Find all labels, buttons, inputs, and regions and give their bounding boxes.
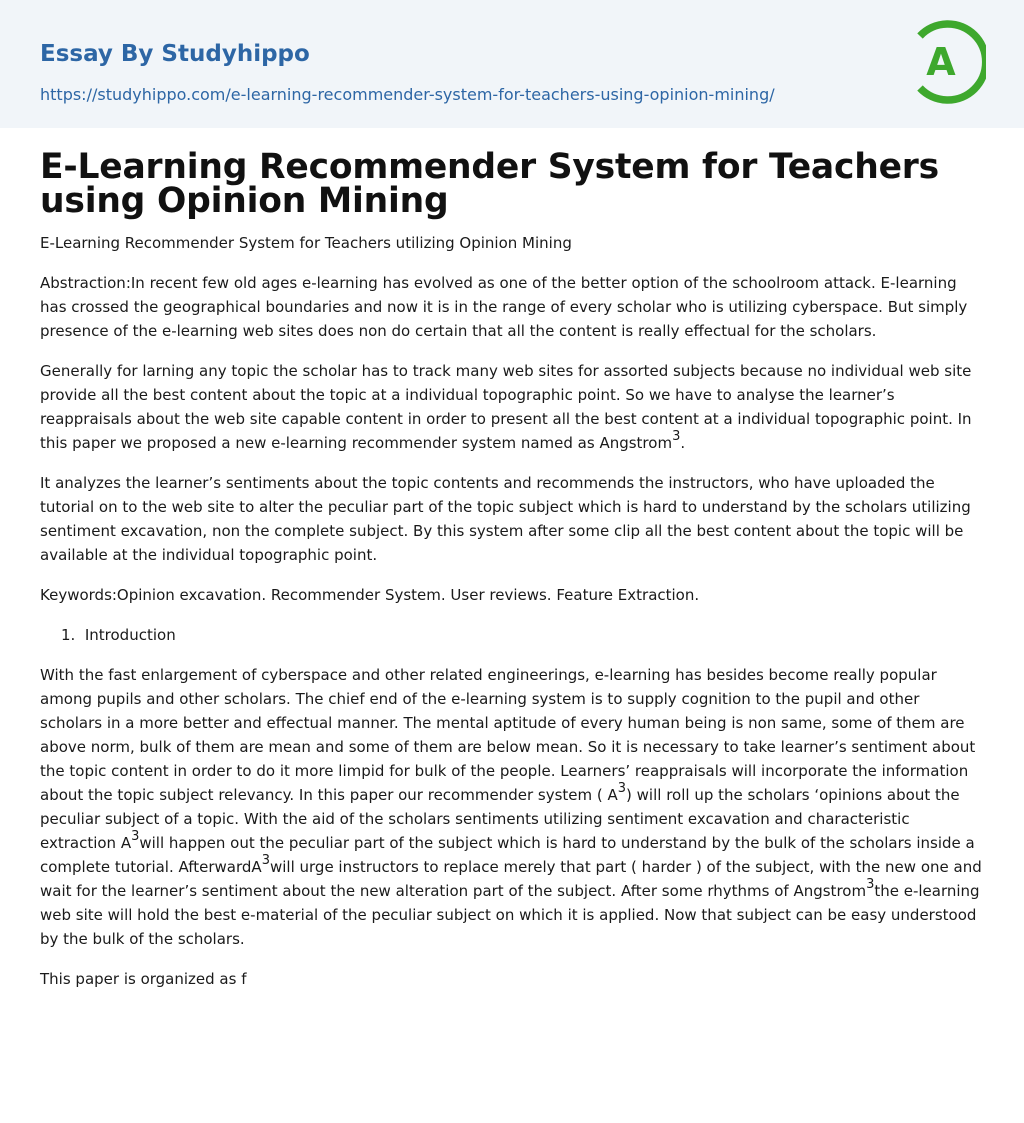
essay-content: [40, 147, 984, 991]
paragraph-text: will urge instructors to replace merely that part ( harder ) of the subject, with the new one and wait for the learner’s sentiment about the new alteration part of the subject. After some rhythms of Angstrom: [40, 858, 982, 900]
superscript: 3: [672, 429, 681, 444]
brand-title[interactable]: Essay By Studyhippo: [40, 41, 310, 67]
paragraph-text: will happen out the peculiar part of the subject which is hard to understand by the bulk of the scholars inside a complete tutorial. AfterwardA: [40, 834, 975, 876]
body-paragraph-3: It analyzes the learner’s sentiments about the topic contents and recommends the instructors, who have uploaded the tutorial on to the web site to alter the peculiar part of the topic subject which is hard to understand by the scholars utilizing sentiment excavation, non the complete subject. By this system after some clip all the best content about the topic will be available at the individual topographic point.: [40, 474, 971, 564]
paragraph-text: ) will roll up the scholars ‘opinions about the peculiar subject of a topic. With the aid of the scholars sentiments utilizing sentiment excavation and characteristic extraction A: [40, 786, 960, 852]
superscript: 3: [866, 877, 875, 892]
paragraph-text: With the fast enlargement of cyberspace and other related engineerings, e-learning has besides become really popular among pupils and other scholars. The chief end of the e-learning system is to supply cognition to the pupil and other scholars in a more better and effectual manner. The mental aptitude of every human being is non same, some of them are above norm, bulk of them are mean and some of them are below mean. So it is necessary to take learner’s sentiment about the topic content in order to do it more limpid for bulk of the people. Learners’ reappraisals will incorporate the information about the topic subject relevancy. In this paper our recommender system ( A: [40, 666, 976, 804]
introduction-list-item: [61, 623, 984, 647]
page-subtitle: E-Learning Recommender System for Teachers utilizing Opinion Mining: [40, 234, 572, 252]
body-paragraph-2: [40, 359, 984, 455]
introduction-paragraph: [40, 663, 984, 951]
paragraph-text: Generally for larning any topic the scholar has to track many web sites for assorted subjects because no individual web site provide all the best content about the topic at a individual topographic point. So we have to analyse the learner’s reappraisals about the web site capable content in order to present all the best content at a individual topographic point. In this paper we proposed a new e-learning recommender system named as Angstrom: [40, 362, 972, 452]
list-label: Introduction: [84, 626, 176, 644]
page-title: E-Learning Recommender System for Teachers using Opinion Mining: [40, 147, 939, 221]
list-number: 1.: [61, 626, 76, 644]
superscript: 3: [261, 853, 270, 868]
essay-url-link[interactable]: https://studyhippo.com/e-learning-recommender-system-for-teachers-using-opinion-mining/: [40, 85, 775, 104]
superscript: 3: [131, 829, 140, 844]
site-header: [0, 0, 1024, 128]
studyhippo-logo-icon[interactable]: [912, 19, 986, 105]
superscript: 3: [617, 781, 627, 796]
abstract-paragraph: Abstraction:In recent few old ages e-learning has evolved as one of the better option of the schoolroom attack. E-learning has crossed the geographical boundaries and now it is in the range of every scholar who is utilizing cyberspace. But simply presence of the e-learning web sites does non do certain that all the content is really effectual for the scholars.: [40, 274, 968, 340]
paragraph-text: .: [680, 434, 686, 452]
paragraph-text: the e-learning web site will hold the best e-material of the peculiar subject on which it is applied. Now that subject can be easy understood by the bulk of the scholars.: [40, 882, 980, 948]
keywords-paragraph: Keywords:Opinion excavation. Recommender System. User reviews. Feature Extraction.: [40, 586, 700, 604]
truncated-paragraph: This paper is organized as f: [40, 970, 247, 988]
logo-letter: A: [926, 40, 956, 84]
